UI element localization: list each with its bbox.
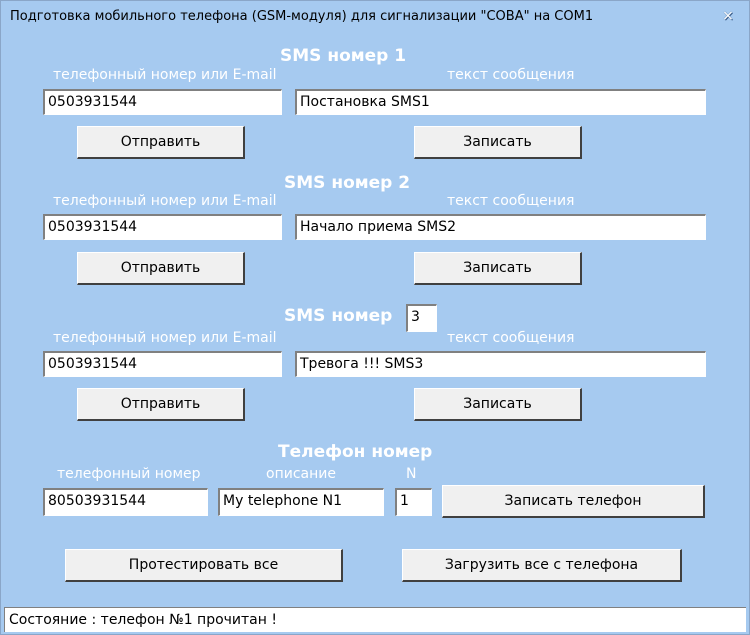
status-text: Состояние : телефон №1 прочитан ! [9, 612, 277, 628]
sms2-send-button[interactable]: Отправить [77, 252, 245, 285]
sms3-write-button[interactable]: Записать [414, 388, 582, 421]
load-all-button[interactable]: Загрузить все с телефона [402, 549, 682, 582]
sms1-send-button[interactable]: Отправить [77, 126, 245, 159]
sms1-text-caption: текст сообщения [447, 67, 575, 83]
close-button[interactable] [719, 7, 737, 25]
sms1-write-button[interactable]: Записать [414, 126, 582, 159]
sms1-text-input[interactable]: Постановка SMS1 [295, 89, 706, 115]
status-bar [4, 607, 746, 632]
sms3-send-button[interactable]: Отправить [77, 388, 245, 421]
telephone-number-input[interactable]: 80503931544 [43, 488, 208, 516]
telephone-description-caption: описание [266, 466, 336, 482]
title-bar [1, 1, 749, 33]
sms2-text-caption: текст сообщения [447, 193, 575, 209]
write-phone-button[interactable]: Записать телефон [442, 485, 705, 518]
sms3-text-input[interactable]: Тревога !!! SMS3 [295, 351, 706, 377]
sms2-text-input[interactable]: Начало приема SMS2 [295, 214, 706, 240]
sms1-heading: SMS номер 1 [280, 46, 407, 66]
telephone-number-caption: телефонный номер [57, 466, 201, 482]
sms2-write-button[interactable]: Записать [414, 252, 582, 285]
sms2-heading: SMS номер 2 [284, 173, 411, 193]
sms3-number-input[interactable]: 3 [406, 304, 437, 332]
telephone-n-input[interactable]: 1 [395, 488, 432, 516]
telephone-n-caption: N [406, 466, 417, 482]
sms3-heading: SMS номер [284, 306, 393, 326]
window-title: Подготовка мобильного телефона (GSM-модуля) для сигнализации "СОВА" на COM1 [10, 9, 594, 24]
close-icon[interactable]: × [722, 8, 734, 24]
sms3-phone-caption: телефонный номер или E-mail [53, 330, 277, 346]
test-all-button[interactable]: Протестировать все [65, 549, 343, 582]
sms3-text-caption: текст сообщения [447, 330, 575, 346]
telephone-description-input[interactable]: My telephone N1 [218, 488, 384, 516]
sms2-phone-caption: телефонный номер или E-mail [53, 193, 277, 209]
sms1-phone-caption: телефонный номер или E-mail [53, 67, 277, 83]
sms1-phone-input[interactable]: 0503931544 [43, 89, 282, 115]
telephone-heading: Телефон номер [278, 442, 433, 462]
sms2-phone-input[interactable]: 0503931544 [43, 214, 282, 240]
sms3-phone-input[interactable]: 0503931544 [43, 351, 282, 377]
